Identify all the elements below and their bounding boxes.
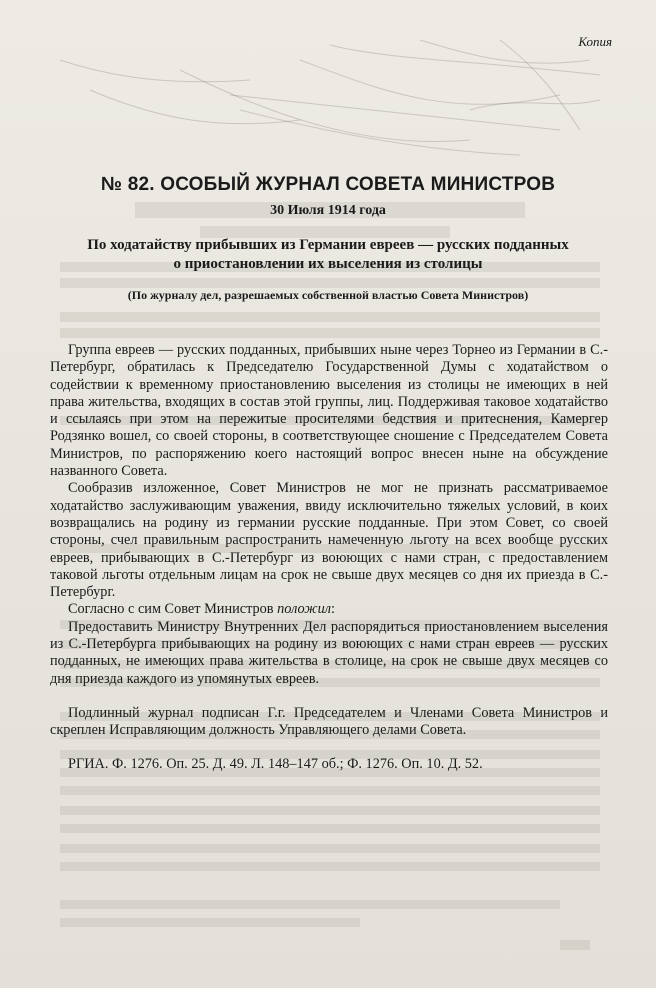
resolution-word: положил	[277, 601, 331, 618]
document-body	[50, 342, 608, 773]
document-title: № 82. ОСОБЫЙ ЖУРНАЛ СОВЕТА МИНИСТРОВ	[100, 174, 556, 195]
document-date: 30 Июля 1914 года	[270, 203, 386, 218]
archive-reference: РГИА. Ф. 1276. Оп. 25. Д. 49. Л. 148–147 об.; Ф. 1276. Оп. 10. Д. 52.	[68, 755, 483, 772]
paragraph-3	[50, 601, 608, 618]
paragraph-3-tail: :	[330, 601, 335, 618]
subject-line-1: По ходатайству прибывших из Германии евреев — русских подданных	[87, 237, 569, 253]
paragraph-signature: Подлинный журнал подписан Г.г. Председателем и Членами Совета Министров и скреплен Исправляющим должность Управляющего делами Совета.	[50, 704, 608, 739]
paragraph-3-lead: Согласно с сим Совет Министров	[68, 601, 278, 618]
document-subject	[80, 236, 576, 274]
paragraph-4: Предоставить Министру Внутренних Дел распорядиться приостановлением выселения из С.-Петербурга прибывающих на родину из воюющих с нами стран евреев — русских подданных, не имеющих права жительства в столице, на срок не свыше двух месяцев со дня приезда каждого из упомянутых евреев.	[50, 618, 608, 687]
paragraph-2: Сообразив изложенное, Совет Министров не мог не признать рассматриваемое ходатайство заслуживающим уважения, ввиду исключительно тяжелых условий, в коих возвращались на родину из германии русские подданные. При этом Совет, со своей стороны, счел правильным распространить намеченную льготу на всех вообще русских евреев, прибывающих в С.-Петербург из воюющих с нами стран, с предоставлением таковой льготы отдельным лицам на срок не свыше двух месяцев со дня их приезда в С.-Петербург.	[50, 480, 608, 601]
copy-label: Копия	[578, 34, 612, 49]
subject-line-2: о приостановлении их выселения из столицы	[173, 256, 483, 272]
paragraph-1: Группа евреев — русских подданных, прибывших ныне через Торнео из Германии в С.-Петербург, обратилась к Председателю Государственной Думы с ходатайством о содействии к временному приостановлению выселения из столицы не имеющих в ней права жительства, входящих в состав этой группы, лиц. Поддерживая таковое ходатайство и ссылаясь при этом на пережитые просителями бедствия и притеснения, Камергер Родзянко вошел, со своей стороны, в соответствующее сношение с Председателем Совета Министров, по распоряжению коего настоящий вопрос внесен ныне на обсуждение названного Совета.	[50, 342, 608, 480]
journal-note: (По журналу дел, разрешаемых собственной властью Совета Министров)	[127, 288, 529, 302]
